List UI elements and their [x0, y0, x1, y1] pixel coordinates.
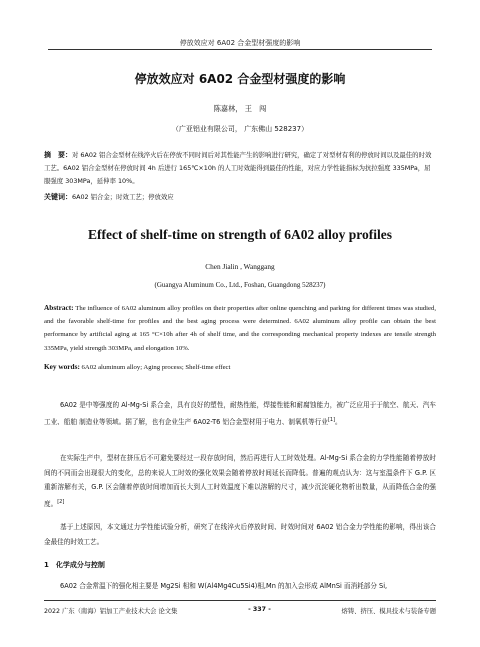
chinese-abstract [44, 149, 436, 188]
english-affiliation: (Guangya Aluminum Co., Ltd., Foshan, Guangdong 528237) [154, 281, 326, 289]
footer-right: 熔铸、挤压、模具技术与装备专题 [341, 608, 436, 615]
english-title: Effect of shelf-time on strength of 6A02 alloy profiles [88, 227, 392, 242]
english-keywords [44, 362, 436, 371]
chinese-title: 停放效应对 6A02 合金型材强度的影响 [134, 72, 346, 86]
english-abstract-text: The influence of 6A02 aluminum alloy profiles on their properties after online quenching and parking for different times was studied, and the favorable shelf-time for profiles and the best aging process were determined. 6A02 aluminum alloy profile can obtain the best performance by artificial aging at 165 °C×10h after 4h of shelf time, and the corresponding mechanical property indexes are tensile strength 335MPa, yield strength 303MPa, and elongation 10%. [44, 305, 436, 352]
body-paragraph-3: 基于上述原因，本文通过力学性能试验分析，研究了在线淬火后停放时间、时效时间对 6A02 铝合金力学性能的影响，得出该合金最佳的时效工艺。 [44, 523, 436, 546]
citation-2: [2] [57, 498, 65, 505]
english-keywords-text: 6A02 aluminum alloy; Aging process; Shelf-time effect [79, 364, 231, 371]
chinese-keywords [44, 192, 436, 202]
paragraph-1-text: 6A02 是中等强度的 Al-Mg-Si 系合金，具有良好的塑性，耐热性能，焊接性能和耐腐蚀能力，被广泛应用于于航空、航天、汽车工业、船舶 制造业等领域。据了解，也有企业生产 6A02-T6 铝合金型材用于电力、制氧机等行业 [44, 401, 436, 426]
citation-1: [1] [327, 416, 336, 423]
chinese-keywords-text: 6A02 铝合金；时效工艺；停放效应 [72, 193, 174, 201]
footer-rule [44, 600, 436, 601]
page-footer [44, 606, 436, 615]
chinese-keywords-label: 关键词： [44, 193, 72, 201]
running-head: 停放效应对 6A02 合金型材强度的影响 [179, 39, 301, 47]
chinese-abstract-text: 对 6A02 铝合金型材在线淬火后在停放不同时间后对其性能产生的影响进行研究，确定了对型材有利的停放时间以及最佳的时效工艺。6A02 铝合金型材在停放时间 4h 后进行 165℃×10h 的人工时效能得到最佳的性能，对应力学性能指标为抗拉强度 335MPa，屈服强度 303MPa，延伸率 10%。 [44, 151, 432, 185]
english-abstract [44, 301, 436, 355]
english-abstract-label: Abstract: [44, 303, 74, 312]
paragraph-1-end: 。 [335, 417, 342, 426]
body-paragraph-4: 6A02 合金常温下的强化相主要是 Mg2Si 相和 W(Al4Mg4Cu5Si4)相,Mn 的加入会形成 AlMnSi 而消耗部分 Si, [60, 582, 388, 590]
body-paragraph-1 [44, 398, 436, 429]
body-paragraph-2 [44, 451, 436, 512]
header-rule [48, 49, 432, 50]
chinese-abstract-label: 摘 要： [44, 151, 72, 159]
english-authors: Chen Jialin , Wanggang [205, 262, 275, 271]
chinese-affiliation: （广亚铝业有限公司， 广东佛山 528237） [171, 125, 309, 133]
footer-left: 2022 广东（南海）铝加工产业技术大会 论文集 [44, 608, 178, 615]
page-number: - 337 - [248, 606, 271, 613]
english-keywords-label: Key words: [44, 362, 80, 371]
paragraph-2-text: 在实际生产中，型材在挤压后不可避免要经过一段存放时间，然后再进行人工时效处理。Al-Mg-Si 系合金的力学性能随着停放时间的不同而会出现很大的变化，总的来说人工时效的强化效果会随着停放时间延长而降低。普遍的观点认为：这与室温条件下 G.P. 区重新溶解有关，G.P. 区会随着停放时间增加而长大到人工时效温度下难以溶解的尺寸，减少沉淀硬化物析出数量，从而降低合金的强度。 [44, 454, 436, 508]
section-heading-1: 1 化学成分与控制 [44, 561, 105, 569]
chinese-authors: 陈嘉林， 王 闯 [213, 104, 267, 113]
